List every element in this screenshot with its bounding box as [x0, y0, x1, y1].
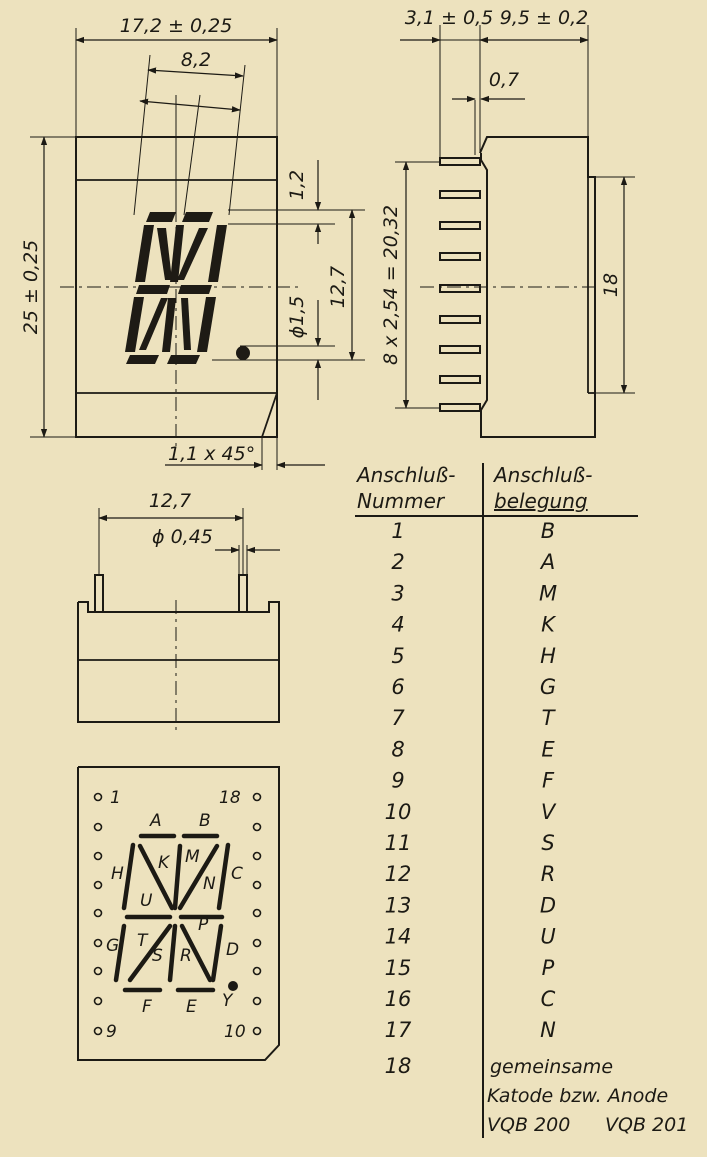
table-row-number: 13 [384, 893, 412, 918]
pin-9-label: 9 [106, 1022, 117, 1042]
table-row-number: 9 [391, 768, 405, 793]
pin-thickness-dimension: 0,7 [488, 69, 520, 91]
common-terminal-line2: Katode bzw. Anode [487, 1085, 669, 1107]
table-row-segment: U [540, 924, 556, 949]
segment-label-s: S [152, 946, 163, 966]
table-row-number: 4 [391, 612, 405, 637]
table-row-number: 7 [391, 706, 405, 731]
pinout-decimal-dot [228, 981, 238, 991]
pin-table-rows [385, 519, 557, 1042]
table-row-number-18: 18 [384, 1054, 412, 1078]
table-row-segment: T [541, 706, 555, 731]
pin-10-label: 10 [224, 1022, 246, 1042]
table-row-number: 14 [384, 924, 412, 949]
table-row-segment: B [540, 519, 556, 543]
table-row-number: 6 [391, 675, 405, 699]
pin-offset-dimension: 3,1 ± 0,5 [404, 7, 494, 29]
segment-label-f: F [142, 997, 152, 1017]
window-height-dimension: 18 [600, 272, 622, 298]
bottom-body-outline [78, 602, 279, 722]
table-row-segment: S [541, 831, 555, 855]
table-row-segment: A [540, 550, 556, 575]
segment-label-d: D [226, 940, 240, 960]
pin-1-label: 1 [110, 788, 121, 808]
char-width-dimension: 8,2 [180, 49, 212, 71]
depth-dimension: 9,5 ± 0,2 [499, 7, 589, 29]
table-row-segment: R [540, 862, 556, 887]
table-row-number: 12 [384, 862, 412, 887]
top-gap-dimension: 1,2 [286, 169, 308, 201]
char-height-dimension: 12,7 [327, 265, 349, 309]
segment-label-y: Y [222, 991, 233, 1011]
common-terminal-line1: gemeinsame [490, 1056, 614, 1078]
pinout-segments [116, 836, 228, 990]
segment-label-p: P [198, 915, 209, 935]
table-row-number: 17 [384, 1018, 412, 1043]
pin-span-dimension: 8 x 2,54 = 20,32 [380, 204, 402, 366]
table-row-segment: G [539, 675, 557, 699]
segment-label-c: C [231, 864, 243, 884]
table-row-number: 2 [391, 550, 405, 575]
table-row-segment: H [540, 643, 556, 668]
side-pins [440, 158, 480, 411]
dot-dimension: ϕ1,5 [286, 295, 308, 339]
table-row-number: 11 [384, 831, 412, 855]
segment-label-a: A [150, 811, 162, 831]
table-row-segment: P [541, 955, 555, 980]
table-header-assignment-line2: belegung [494, 489, 588, 513]
table-row-number: 15 [384, 955, 412, 980]
variant-vqb201: VQB 201 [605, 1114, 689, 1136]
table-row-segment: M [538, 581, 558, 606]
pin-diameter-dimension: ϕ 0,45 [152, 526, 213, 548]
segment-label-k: K [158, 853, 170, 873]
table-row-segment: V [540, 799, 556, 824]
width-dimension: 17,2 ± 0,25 [119, 15, 233, 37]
table-row-segment: D [539, 893, 557, 918]
table-row-number: 8 [391, 737, 405, 762]
display-digit [125, 212, 250, 364]
table-row-number: 5 [391, 643, 405, 668]
segment-label-r: R [180, 946, 192, 966]
table-row-number: 16 [384, 987, 412, 1011]
variant-vqb200: VQB 200 [487, 1114, 571, 1136]
chamfer-dimension: 1,1 x 45° [168, 443, 256, 465]
segment-label-m: M [185, 847, 200, 867]
table-row-segment: E [541, 737, 555, 762]
table-row-segment: K [541, 612, 555, 637]
pinout-view [78, 767, 279, 1060]
table-row-segment: F [541, 768, 555, 793]
height-dimension: 25 ± 0,25 [20, 239, 42, 335]
table-row-segment: N [540, 1018, 556, 1043]
segment-label-e: E [186, 997, 197, 1017]
table-header-number-line1: Anschluß- [357, 463, 456, 487]
pinout-body-outline [78, 767, 279, 1060]
table-row-number: 3 [391, 581, 405, 606]
table-header-number-line2: Nummer [357, 489, 445, 513]
table-row-segment: C [540, 987, 556, 1011]
pin-holes [95, 794, 261, 1035]
bottom-pin-right [239, 575, 247, 612]
table-row-number: 10 [384, 799, 412, 824]
pin-18-label: 18 [219, 788, 241, 808]
bottom-pin-left [95, 575, 103, 612]
segment-label-t: T [137, 931, 148, 951]
table-header-assignment-line1: Anschluß- [494, 463, 593, 487]
pin-spacing-dimension: 12,7 [148, 490, 192, 512]
segment-label-u: U [140, 891, 153, 911]
segment-label-n: N [203, 874, 216, 894]
segment-label-h: H [111, 864, 124, 884]
table-row-number: 1 [391, 519, 405, 543]
segment-label-g: G [106, 936, 120, 956]
segment-label-b: B [199, 811, 211, 831]
